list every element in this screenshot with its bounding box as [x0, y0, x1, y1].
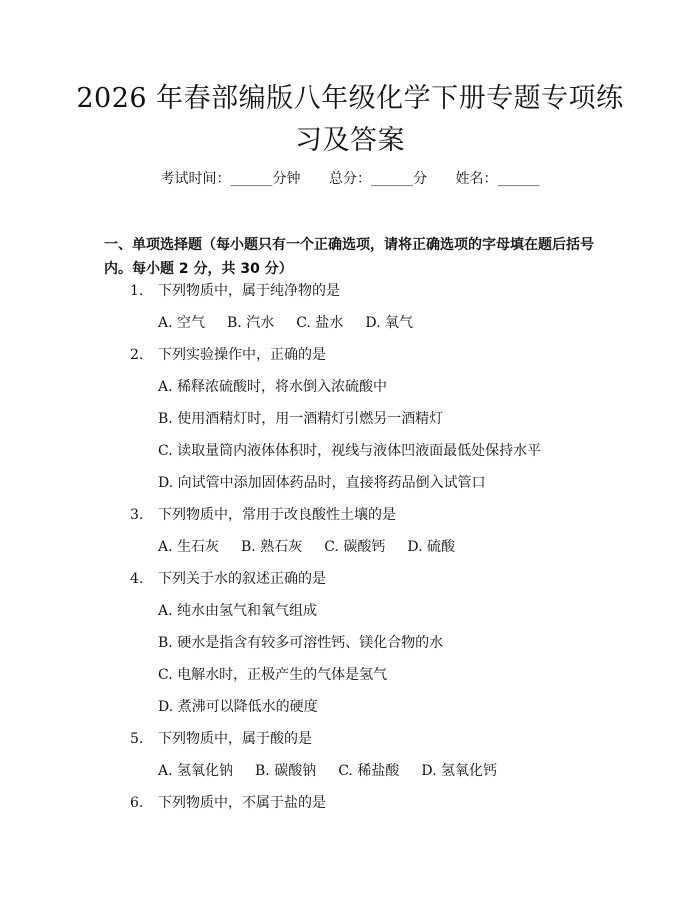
- question-1: [130, 282, 340, 300]
- question-number: 5.: [130, 731, 144, 747]
- question-5-options: [158, 762, 519, 780]
- exam-time: 考试时间：______分钟: [160, 171, 301, 187]
- question-number: 1.: [130, 283, 144, 299]
- section-heading: [104, 233, 604, 281]
- question-5: [130, 730, 312, 748]
- question-number: 4.: [130, 571, 144, 587]
- question-number: 3.: [130, 507, 144, 523]
- option-c: C. 碳酸钙: [324, 539, 386, 555]
- section-heading-line-1: 一、单项选择题（每小题只有一个正确选项，请将正确选项的字母填在题后括号: [104, 237, 594, 253]
- question-text: 下列物质中，常用于改良酸性土壤的是: [158, 507, 396, 523]
- option-a: A. 纯水由氢气和氧气组成: [158, 603, 318, 619]
- option-d: D. 氢氧化钙: [421, 763, 497, 779]
- title-line-1: 2026 年春部编版八年级化学下册专题专项练: [76, 83, 624, 114]
- question-4: [130, 570, 326, 588]
- option-a: A. 稀释浓硫酸时，将水倒入浓硫酸中: [158, 379, 388, 395]
- option-b: B. 使用酒精灯时，用一酒精灯引燃另一酒精灯: [158, 411, 444, 427]
- question-number: 2.: [130, 347, 144, 363]
- student-name: 姓名：______: [455, 171, 540, 187]
- question-3-options: [158, 538, 477, 556]
- section-heading-line-2: 内。每小题 2 分，共 30 分）: [104, 261, 293, 277]
- question-2: [130, 346, 326, 364]
- question-number: 6.: [130, 795, 144, 811]
- option-c: C. 稀盐酸: [338, 763, 400, 779]
- option-b: B. 汽水: [227, 315, 275, 331]
- question-text: 下列物质中，不属于盐的是: [158, 795, 326, 811]
- option-d: D. 煮沸可以降低水的硬度: [158, 699, 318, 715]
- question-1-options: [158, 314, 435, 332]
- title-line-2: 习及答案: [295, 125, 405, 156]
- option-b: B. 硬水是指含有较多可溶性钙、镁化合物的水: [158, 635, 444, 651]
- page-title: [60, 78, 640, 162]
- exam-total-score: 总分：______分: [329, 171, 427, 187]
- option-a: A. 生石灰: [158, 539, 220, 555]
- question-3: [130, 506, 396, 524]
- option-d: D. 氧气: [365, 315, 413, 331]
- option-c: C. 盐水: [296, 315, 344, 331]
- option-a: A. 氢氧化钠: [158, 763, 234, 779]
- option-b: B. 熟石灰: [241, 539, 303, 555]
- option-c: C. 读取量筒内液体体积时，视线与液体凹液面最低处保持水平: [158, 443, 542, 459]
- option-d: D. 硫酸: [407, 539, 455, 555]
- option-a: A. 空气: [158, 315, 206, 331]
- question-text: 下列关于水的叙述正确的是: [158, 571, 326, 587]
- question-text: 下列物质中，属于纯净物的是: [158, 283, 340, 299]
- question-text: 下列实验操作中，正确的是: [158, 347, 326, 363]
- question-6: [130, 794, 326, 812]
- exam-meta: [0, 170, 700, 188]
- option-d: D. 向试管中添加固体药品时，直接将药品倒入试管口: [158, 475, 486, 491]
- option-c: C. 电解水时，正极产生的气体是氢气: [158, 667, 388, 683]
- question-text: 下列物质中，属于酸的是: [158, 731, 312, 747]
- option-b: B. 碳酸钠: [255, 763, 317, 779]
